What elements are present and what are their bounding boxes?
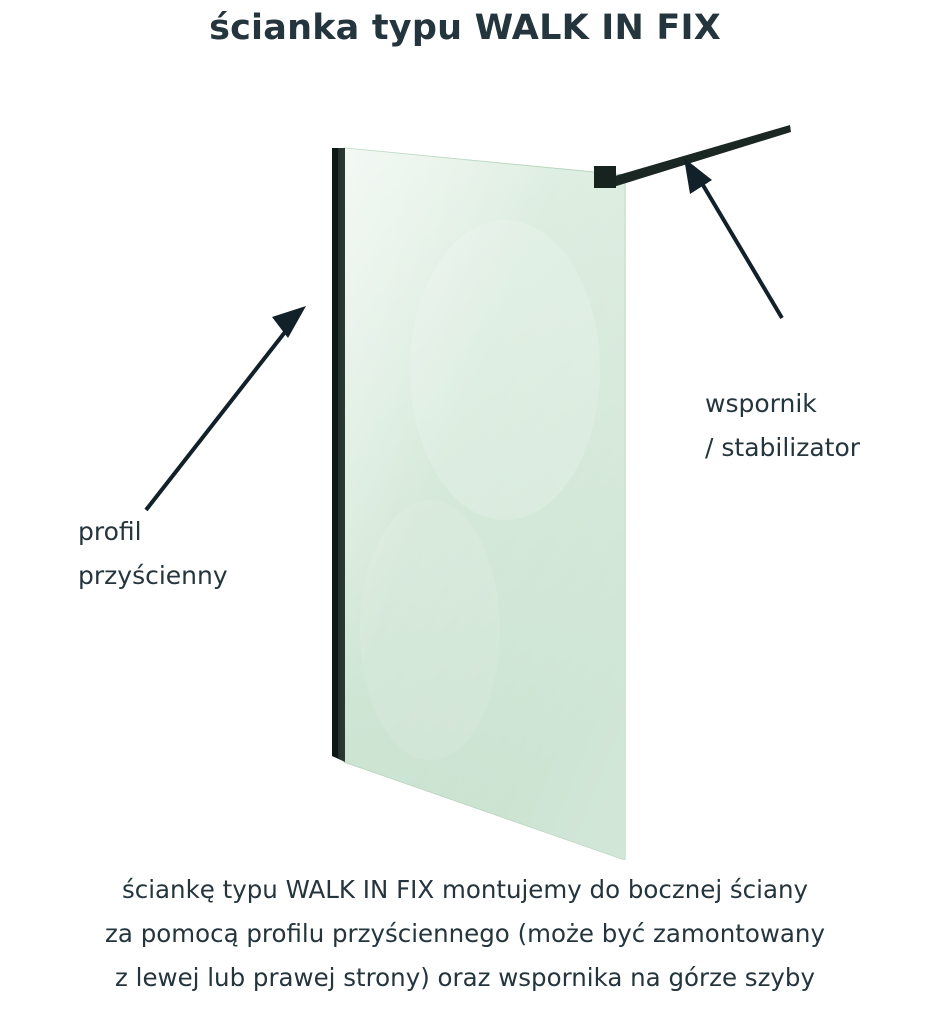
caption-line-3: z lewej lub prawej strony) oraz wspornika na górze szyby xyxy=(115,963,815,992)
label-stabilizer-line2: / stabilizator xyxy=(705,433,861,462)
label-wall-profile-line2: przyścienny xyxy=(78,561,228,590)
stabilizer-arrow xyxy=(684,158,782,318)
wall-profile-shape xyxy=(332,148,345,762)
page-title: ścianka typu WALK IN FIX xyxy=(209,8,721,48)
caption-text xyxy=(0,868,930,1000)
label-wall-profile xyxy=(78,510,228,598)
label-stabilizer-line1: wspornik xyxy=(705,389,817,418)
label-wall-profile-line1: profil xyxy=(78,517,142,546)
caption-line-1: ściankę typu WALK IN FIX montujemy do bocznej ściany xyxy=(121,875,808,904)
glass-panel-shape xyxy=(344,148,625,860)
diagram-illustration xyxy=(0,70,930,860)
caption-line-2: za pomocą profilu przyściennego (może być zamontowany xyxy=(105,919,825,948)
label-stabilizer xyxy=(705,382,860,470)
profile-arrow xyxy=(146,306,306,510)
